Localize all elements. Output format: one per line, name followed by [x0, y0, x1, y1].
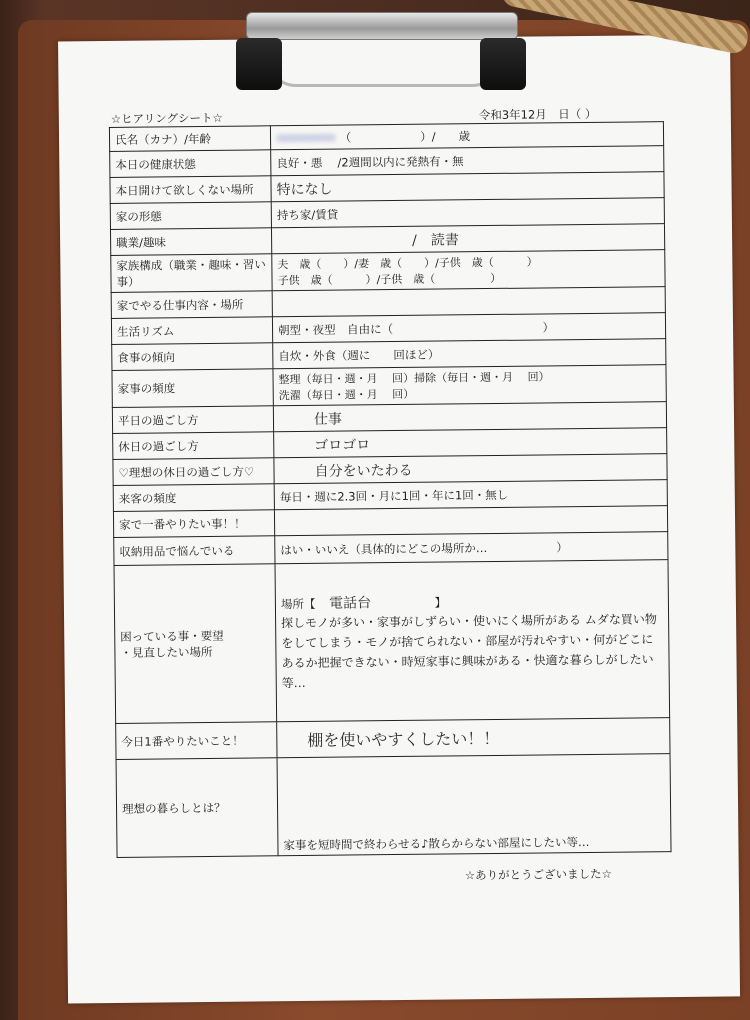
visitor-field: 毎日・週に2.3回・月に1回・年に1回・無し	[274, 480, 667, 510]
family-field	[272, 250, 665, 291]
row-label: 氏名（カナ）/年齢	[109, 126, 270, 152]
row-label: 家族構成（職業・趣味・習い事）	[111, 254, 272, 293]
home-work-field	[272, 287, 665, 317]
clip-bar	[246, 12, 518, 40]
place-suffix: 】	[434, 594, 447, 610]
row-label: 家事の頻度	[112, 369, 273, 408]
row-label: 収納用品で悩んでいる	[114, 536, 275, 566]
meal-field: 自炊・外食（週に 回ほど）	[273, 339, 666, 369]
table-row	[116, 718, 670, 760]
trouble-label-1: 困っている事・要望	[120, 628, 224, 644]
chores-field	[273, 365, 666, 406]
row-label: 本日開けて欲しくない場所	[110, 176, 271, 204]
form-table	[109, 121, 672, 858]
health-field: 良好・悪 /2週間以内に発熱有・無	[271, 146, 664, 176]
thanks-footer: ☆ありがとうございました☆	[464, 866, 612, 883]
binder-clip	[236, 8, 526, 92]
row-label: 理想の暮らしとは？	[116, 758, 278, 858]
redacted-name	[276, 134, 336, 143]
trouble-body: 探しモノが多い・家事がしずらい・使いにく場所がある ムダな買い物をしてしまう・モノが捨てられない・部屋が汚れやすい・何がどこにあるか把握できない・時短家事に興味がある・快適な暮らしがしたい等…	[281, 611, 657, 690]
storage-field: はい・いいえ（具体的にどこの場所か… ）	[275, 532, 668, 564]
weekday-field: 仕事	[273, 402, 666, 432]
table-row	[116, 754, 671, 858]
ideal-holiday-field: 自分をいたわる	[274, 454, 667, 484]
clip-foot-left	[236, 38, 282, 90]
row-label: 家の形態	[110, 202, 271, 230]
row-label: 休日の過ごし方	[113, 432, 274, 460]
ideal-life-field: 家事を短時間で終わらせる♪散らからない部屋にしたい等…	[277, 754, 671, 856]
row-label: 平日の過ごし方	[112, 406, 273, 434]
clip-wire	[266, 48, 502, 87]
row-label: 家でやる仕事内容・場所	[111, 291, 272, 319]
name-age-field: （ ）/ 歳	[270, 122, 663, 150]
chores-line-2: 洗濯（毎日・週・月 回）	[278, 387, 415, 403]
rhythm-field: 朝型・夜型 自由に（ ）	[272, 313, 665, 343]
sheet-date: 令和3年12月 日（ ）	[478, 106, 597, 123]
trouble-field	[275, 560, 670, 722]
today-field: 棚を使いやすくしたい！！	[277, 718, 670, 758]
row-label: 食事の傾向	[112, 343, 273, 371]
chores-line-1: 整理（毎日・週・月 回）掃除（毎日・週・月 回）	[278, 370, 550, 387]
clip-foot-right	[480, 38, 526, 90]
row-label: 職業/趣味	[110, 228, 271, 256]
top-wish-field	[274, 506, 667, 536]
job-hobby-field: / 読書	[271, 224, 664, 254]
housing-field: 持ち家/賃貸	[271, 198, 664, 228]
family-line-2: 子供 歳（ ）/子供 歳（ ）	[277, 271, 502, 288]
family-line-1: 夫 歳（ ）/妻 歳（ ）/子供 歳（ ）	[277, 255, 538, 272]
row-label: 来客の頻度	[113, 484, 274, 512]
no-open-area-field: 特になし	[271, 172, 664, 202]
row-label: 家で一番やりたい事！！	[113, 510, 274, 538]
trouble-label-2: ・見直したい場所	[120, 644, 213, 660]
hearing-sheet	[58, 34, 740, 1003]
place-prefix: 場所【	[280, 596, 316, 611]
row-label: 今日1番やりたいこと！	[116, 722, 277, 760]
row-label: 本日の健康状態	[110, 150, 271, 178]
sheet-title: ☆ヒアリングシート☆	[110, 110, 223, 126]
table-row	[112, 365, 666, 408]
table-row	[114, 560, 670, 724]
place-value: 電話台	[328, 594, 372, 612]
trouble-label	[114, 564, 277, 724]
table-row	[111, 250, 665, 293]
row-label: ♡理想の休日の過ごし方♡	[113, 458, 274, 486]
row-label: 生活リズム	[111, 317, 272, 345]
holiday-field: ゴロゴロ	[274, 428, 667, 458]
